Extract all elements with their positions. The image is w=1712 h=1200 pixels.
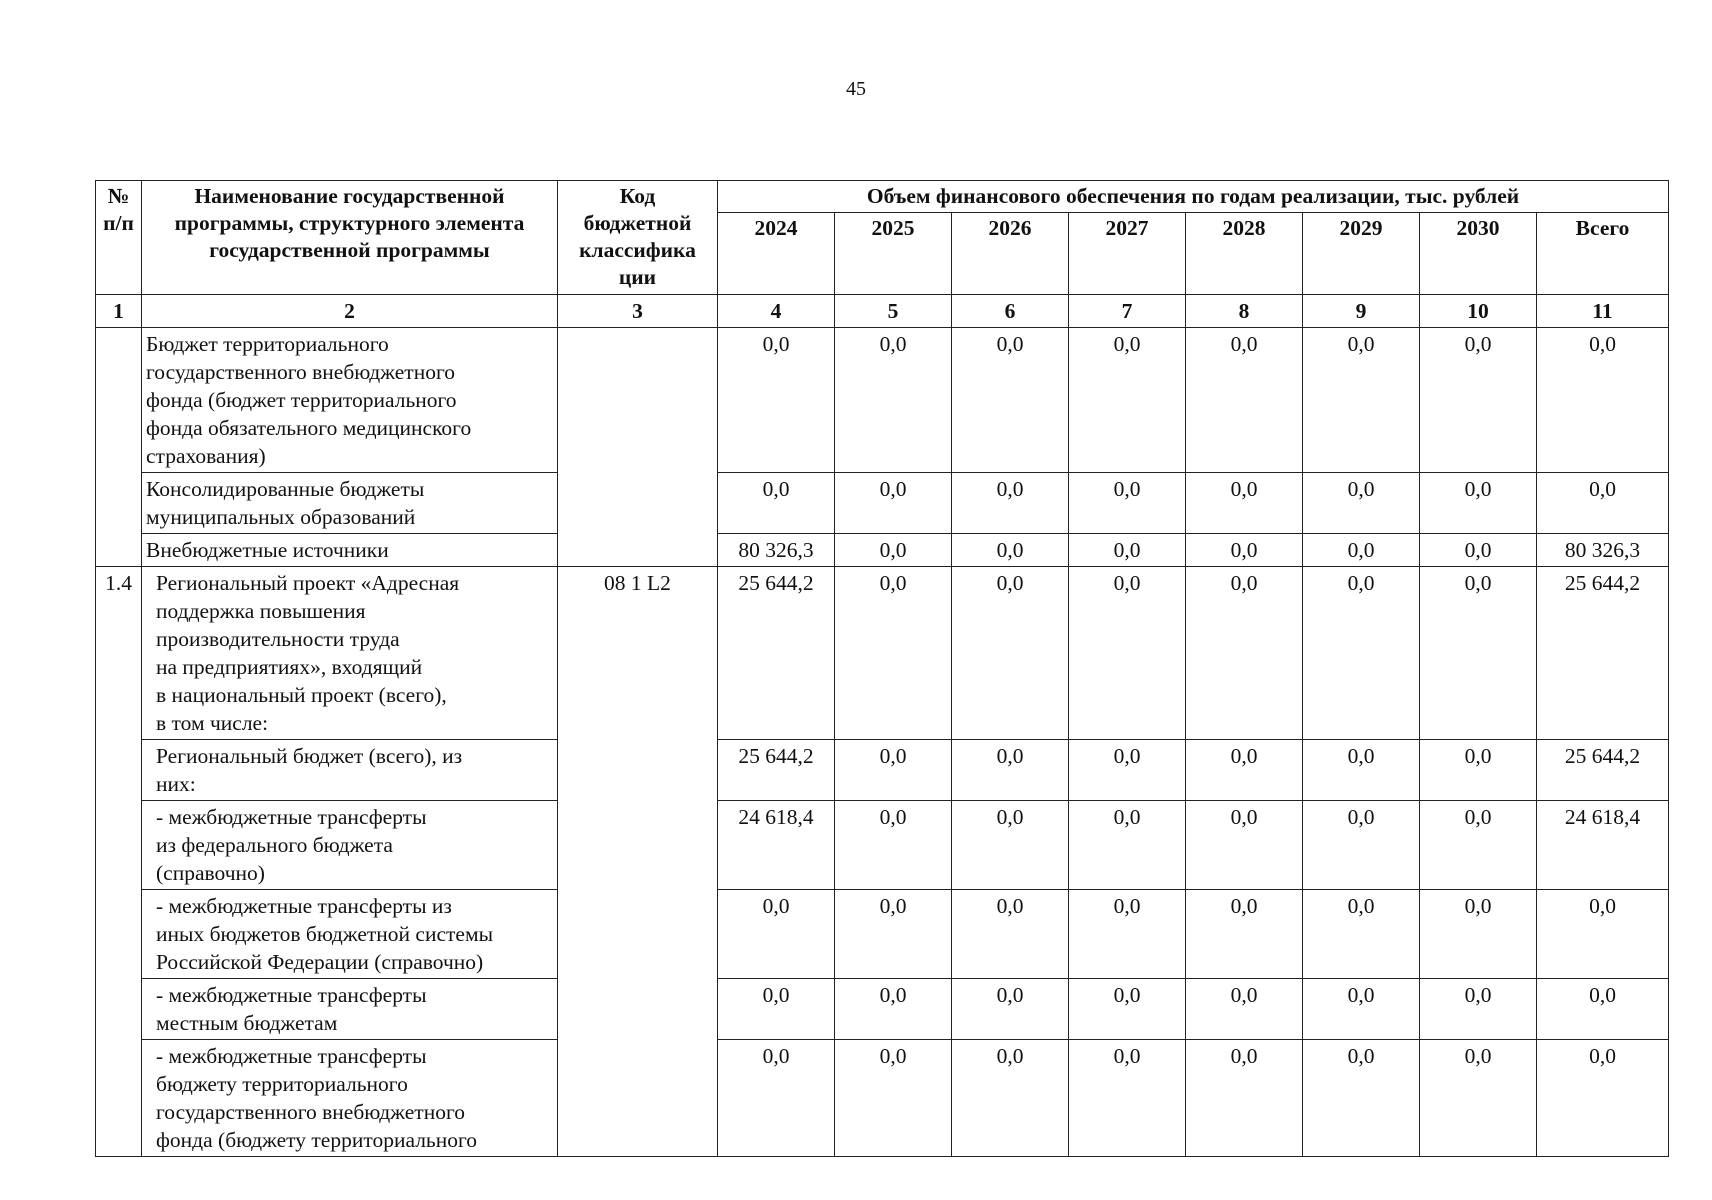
year-value: 0,0 [1186, 473, 1303, 534]
total-value: 0,0 [1537, 1040, 1669, 1157]
year-value: 0,0 [1186, 567, 1303, 740]
row-name-line: фонда обязательного медицинского [146, 416, 472, 440]
row-name-line: муниципальных образований [146, 505, 416, 529]
table-row [96, 1040, 1669, 1157]
year-value: 0,0 [1420, 473, 1537, 534]
year-value: 0,0 [1069, 890, 1186, 979]
row-name [142, 740, 558, 801]
header-year: 2027 [1069, 213, 1186, 295]
year-value: 0,0 [835, 1040, 952, 1157]
row-number: 1.4 [96, 567, 142, 1157]
year-value: 0,0 [952, 979, 1069, 1040]
header-code-line: ции [618, 265, 657, 289]
table-row [96, 801, 1669, 890]
year-value: 0,0 [835, 979, 952, 1040]
year-value: 0,0 [1420, 328, 1537, 473]
year-value: 0,0 [835, 328, 952, 473]
total-value: 25 644,2 [1537, 567, 1669, 740]
year-value: 0,0 [1069, 801, 1186, 890]
total-value: 0,0 [1537, 890, 1669, 979]
year-value: 0,0 [1303, 890, 1420, 979]
year-value: 0,0 [1069, 473, 1186, 534]
year-value: 0,0 [1420, 890, 1537, 979]
year-value: 0,0 [718, 473, 835, 534]
row-name-line: Внебюджетные источники [146, 538, 389, 562]
total-value: 0,0 [1537, 328, 1669, 473]
year-value: 0,0 [1069, 979, 1186, 1040]
year-value: 0,0 [1186, 534, 1303, 567]
row-name-line: государственного внебюджетного [156, 1100, 465, 1124]
year-value: 0,0 [952, 740, 1069, 801]
year-value: 0,0 [1069, 567, 1186, 740]
year-value: 0,0 [952, 328, 1069, 473]
header-no [96, 181, 142, 295]
year-value: 0,0 [718, 328, 835, 473]
year-value: 0,0 [718, 890, 835, 979]
year-value: 0,0 [1069, 740, 1186, 801]
year-value: 25 644,2 [718, 567, 835, 740]
row-name-line: - межбюджетные трансферты [156, 983, 427, 1007]
year-value: 0,0 [1186, 740, 1303, 801]
year-value: 0,0 [835, 890, 952, 979]
row-name-line: бюджету территориального [156, 1072, 408, 1096]
row-name-line: Российской Федерации (справочно) [156, 950, 484, 974]
year-value: 0,0 [835, 567, 952, 740]
year-value: 0,0 [1420, 1040, 1537, 1157]
year-value: 0,0 [1186, 328, 1303, 473]
header-total: Всего [1537, 213, 1669, 295]
year-value: 0,0 [1303, 534, 1420, 567]
table-row [96, 979, 1669, 1040]
row-name-line: в национальный проект (всего), [156, 683, 447, 707]
row-name-line: Консолидированные бюджеты [146, 477, 425, 501]
total-value: 24 618,4 [1537, 801, 1669, 890]
year-value: 0,0 [952, 1040, 1069, 1157]
row-name-line: местным бюджетам [156, 1011, 338, 1035]
header-volume: Объем финансового обеспечения по годам реализации, тыс. рублей [718, 181, 1669, 213]
year-value: 0,0 [952, 534, 1069, 567]
row-name-line: Региональный бюджет (всего), из [156, 744, 463, 768]
table-row [96, 328, 1669, 473]
total-value: 80 326,3 [1537, 534, 1669, 567]
row-name-line: производительности труда [156, 627, 400, 651]
year-value: 0,0 [952, 801, 1069, 890]
row-name-line: иных бюджетов бюджетной системы [156, 922, 494, 946]
table-row [96, 740, 1669, 801]
column-index-row [96, 295, 1669, 328]
row-number [96, 328, 142, 567]
header-no-line: № [107, 184, 130, 208]
header-code-line: Код [619, 184, 656, 208]
row-name [142, 567, 558, 740]
table-row [96, 567, 1669, 740]
year-value: 0,0 [1420, 979, 1537, 1040]
year-value: 0,0 [1069, 328, 1186, 473]
row-name [142, 801, 558, 890]
table-body [96, 328, 1669, 1157]
header-year: 2025 [835, 213, 952, 295]
header-year: 2028 [1186, 213, 1303, 295]
year-value: 0,0 [952, 567, 1069, 740]
year-value: 0,0 [1420, 534, 1537, 567]
header-name-line: Наименование государственной [194, 184, 505, 208]
column-index: 4 [718, 295, 835, 328]
financing-table [95, 180, 1669, 1157]
row-name-line: государственного внебюджетного [146, 360, 455, 384]
row-name-line: поддержка повышения [156, 599, 366, 623]
row-name-line: - межбюджетные трансферты [156, 1044, 427, 1068]
budget-code: 08 1 L2 [558, 567, 718, 1157]
column-index: 3 [558, 295, 718, 328]
year-value: 0,0 [1303, 979, 1420, 1040]
year-value: 0,0 [1069, 534, 1186, 567]
year-value: 0,0 [1303, 567, 1420, 740]
row-name-line: Бюджет территориального [146, 332, 389, 356]
row-name [142, 1040, 558, 1157]
year-value: 0,0 [1186, 979, 1303, 1040]
column-index: 10 [1420, 295, 1537, 328]
table-row [96, 534, 1669, 567]
row-name-line: Региональный проект «Адресная [156, 571, 460, 595]
year-value: 0,0 [1069, 1040, 1186, 1157]
total-value: 25 644,2 [1537, 740, 1669, 801]
row-name-line: - межбюджетные трансферты из [156, 894, 452, 918]
header-row-1 [96, 181, 1669, 213]
column-index: 11 [1537, 295, 1669, 328]
header-code-line: бюджетной [583, 211, 692, 235]
header-name-line: программы, структурного элемента [174, 211, 525, 235]
row-name [142, 979, 558, 1040]
year-value: 0,0 [1420, 740, 1537, 801]
year-value: 24 618,4 [718, 801, 835, 890]
year-value: 0,0 [1303, 328, 1420, 473]
year-value: 0,0 [1303, 801, 1420, 890]
row-name-line: - межбюджетные трансферты [156, 805, 427, 829]
header-code-line: классифика [579, 238, 696, 262]
year-value: 0,0 [835, 534, 952, 567]
year-value: 25 644,2 [718, 740, 835, 801]
row-name-line: на предприятиях», входящий [156, 655, 423, 679]
header-name [142, 181, 558, 295]
year-value: 0,0 [835, 801, 952, 890]
year-value: 0,0 [1303, 1040, 1420, 1157]
row-name-line: страхования) [146, 444, 266, 468]
header-year: 2029 [1303, 213, 1420, 295]
row-name [142, 328, 558, 473]
year-value: 0,0 [952, 890, 1069, 979]
row-name-line: (справочно) [156, 861, 265, 885]
column-index: 2 [142, 295, 558, 328]
row-name-line: из федерального бюджета [156, 833, 393, 857]
total-value: 0,0 [1537, 979, 1669, 1040]
row-name-line: фонда (бюджету территориального [156, 1128, 478, 1152]
year-value: 0,0 [1420, 801, 1537, 890]
header-name-line: государственной программы [209, 238, 490, 262]
header-year: 2026 [952, 213, 1069, 295]
year-value: 0,0 [835, 473, 952, 534]
year-value: 0,0 [1186, 890, 1303, 979]
column-index: 1 [96, 295, 142, 328]
row-name [142, 890, 558, 979]
column-index: 6 [952, 295, 1069, 328]
year-value: 0,0 [1420, 567, 1537, 740]
year-value: 0,0 [835, 740, 952, 801]
row-name-line: в том числе: [156, 711, 269, 735]
year-value: 0,0 [1186, 1040, 1303, 1157]
column-index: 9 [1303, 295, 1420, 328]
column-index: 8 [1186, 295, 1303, 328]
table-row [96, 890, 1669, 979]
year-value: 0,0 [718, 1040, 835, 1157]
row-name [142, 473, 558, 534]
row-name-line: них: [156, 772, 196, 796]
header-code [558, 181, 718, 295]
budget-code [558, 328, 718, 567]
header-no-line: п/п [103, 211, 134, 235]
year-value: 80 326,3 [718, 534, 835, 567]
total-value: 0,0 [1537, 473, 1669, 534]
year-value: 0,0 [1186, 801, 1303, 890]
page-number: 45 [846, 78, 866, 100]
header-year: 2024 [718, 213, 835, 295]
column-index: 5 [835, 295, 952, 328]
year-value: 0,0 [1303, 740, 1420, 801]
row-name [142, 534, 558, 567]
header-year: 2030 [1420, 213, 1537, 295]
year-value: 0,0 [1303, 473, 1420, 534]
year-value: 0,0 [718, 979, 835, 1040]
table-row [96, 473, 1669, 534]
column-index: 7 [1069, 295, 1186, 328]
year-value: 0,0 [952, 473, 1069, 534]
row-name-line: фонда (бюджет территориального [146, 388, 457, 412]
